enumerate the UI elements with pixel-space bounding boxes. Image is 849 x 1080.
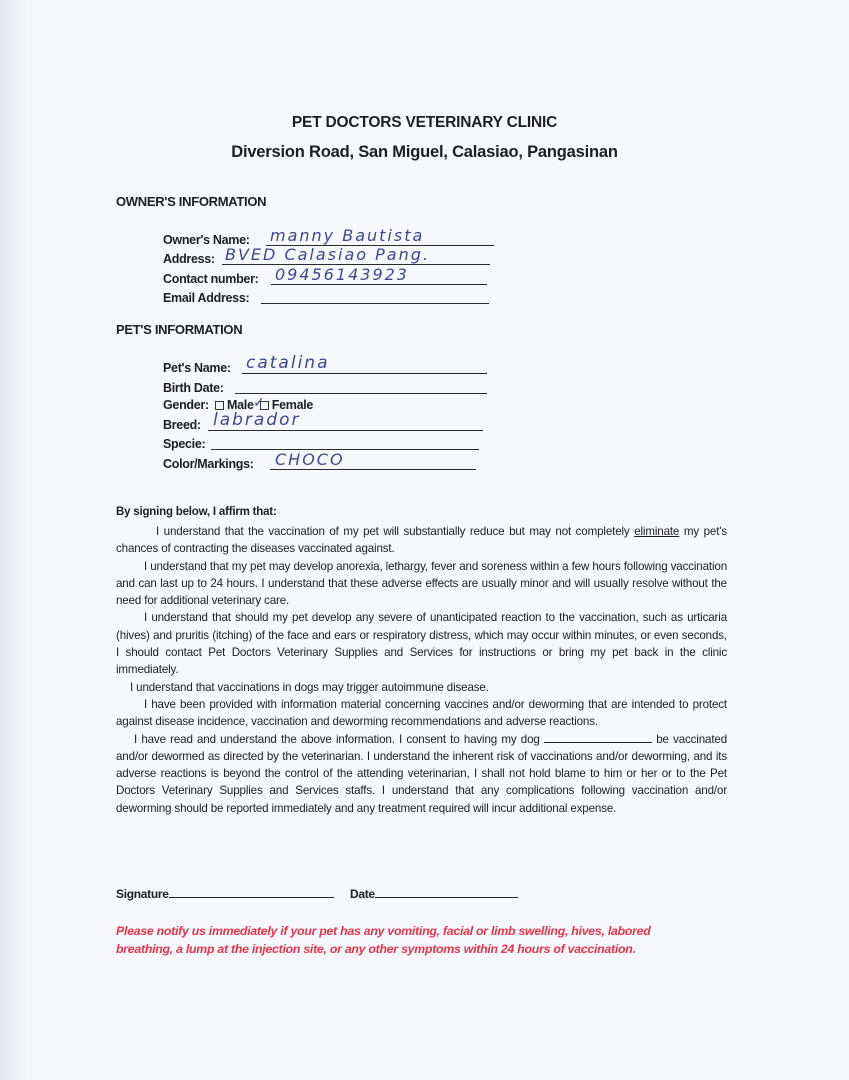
pet-specie-line [211, 449, 479, 450]
pet-name-label: Pet's Name: [163, 361, 231, 375]
consent-paragraph-3: I understand that should my pet develop any severe of unanticipated reaction to the vaccination, such as urticaria (hives) and pruritis (itching) of the face and ears or respiratory distress, which may occur within minutes, or even seconds, I should contact Pet Doctors Veterinary Supplies and Services for instructions or bring my pet back in the clinic immediately. [116, 611, 727, 677]
owner-address-label: Address: [163, 252, 215, 266]
pet-section-title: PET'S INFORMATION [116, 322, 243, 337]
pet-birth-label: Birth Date: [163, 381, 224, 395]
gender-female-check-mark-icon: ✓ [253, 395, 265, 411]
date-label: Date [350, 887, 375, 901]
owner-email-label: Email Address: [163, 291, 250, 305]
clinic-address: Diversion Road, San Miguel, Calasiao, Pangasinan [231, 143, 618, 161]
pet-breed-line [208, 430, 483, 431]
date-line [375, 887, 518, 898]
pet-color-field[interactable] [163, 450, 493, 471]
owner-contact-line [271, 284, 487, 285]
consent-p1-text: I understand that the vaccination of my pet will substantially reduce but may not completely [156, 525, 635, 538]
consent-paragraph-6 [116, 731, 727, 817]
consent-paragraph-2: I understand that my pet may develop anorexia, lethargy, fever and soreness within a few hours following vaccination and can last up to 24 hours. I understand that these adverse effects are usually minor and will usually resolve without the need for additional veterinary care. [116, 559, 727, 608]
signature-field[interactable] [116, 887, 334, 901]
consent-paragraphs [116, 523, 727, 817]
pet-specie-field[interactable] [163, 433, 493, 451]
pet-color-value: CHOCO [275, 450, 345, 469]
consent-p6-text-end: be vaccinated and/or dewormed as directed by the veterinarian. I understand the inherent risk of vaccinations and/or deworming, and its adverse reactions is beyond the control of the attending veterinarian, I shall not hold blame to him or her or to the Pet Doctors Veterinary Supplies and Services staffs. I understand that any complications following vaccination and/or deworming should be reported immediately and any treatment required will incur additional expense. [116, 732, 727, 815]
consent-paragraph-1 [116, 523, 727, 558]
signature-label: Signature [116, 887, 169, 901]
pet-name-line [242, 373, 487, 374]
consent-heading: By signing below, I affirm that: [116, 506, 277, 518]
clinic-name: PET DOCTORS VETERINARY CLINIC [291, 114, 558, 131]
owner-name-label: Owner's Name: [163, 233, 250, 247]
pet-name-field[interactable] [163, 353, 493, 375]
gender-male-label: Male [227, 398, 254, 412]
pet-color-label: Color/Markings: [163, 457, 254, 471]
pet-birth-field[interactable] [163, 377, 493, 395]
pet-name-value: catalina [246, 353, 330, 373]
owner-address-value: BVED Calasiao Pang. [225, 245, 430, 264]
date-field[interactable] [350, 887, 518, 901]
gender-female-label: Female [271, 398, 314, 412]
owner-contact-label: Contact number: [163, 272, 259, 286]
owner-address-field[interactable] [163, 245, 498, 266]
pet-breed-label: Breed: [163, 418, 201, 432]
owner-contact-value: 09456143923 [275, 265, 409, 284]
consent-paragraph-5: I have been provided with information material concerning vaccines and/or deworming that are intended to protect against disease incidence, vaccination and deworming recommendations and adverse reactions. [116, 697, 727, 729]
pet-breed-value: labrador [213, 410, 301, 430]
consent-p1-underlined: eliminate [634, 525, 680, 538]
dog-name-blank[interactable] [544, 732, 652, 743]
pet-gender-label: Gender: [163, 398, 209, 412]
scan-edge-shadow [0, 0, 28, 1080]
pet-breed-field[interactable] [163, 410, 493, 432]
owner-name-value: manny Bautista [270, 226, 425, 245]
post-vaccination-warning: Please notify us immediately if your pet has any vomiting, facial or limb swelling, hives, labored breathing, a lump at the injection site, or any other symptoms within 24 hours of vaccination. [116, 924, 651, 956]
owner-email-line [261, 303, 489, 304]
pet-color-line [270, 469, 476, 470]
owner-email-field[interactable] [163, 287, 498, 305]
pet-specie-label: Specie: [163, 437, 206, 451]
consent-p1-text-end: my pet's chances of contracting the diseases vaccinated against. [116, 525, 727, 556]
consent-paragraph-4: I understand that vaccinations in dogs may trigger autoimmune disease. [130, 680, 489, 694]
gender-male-checkbox[interactable] [215, 401, 224, 410]
owner-section-title: OWNER'S INFORMATION [116, 194, 267, 209]
pet-birth-line [235, 393, 487, 394]
signature-line [169, 887, 334, 898]
owner-contact-field[interactable] [163, 265, 498, 286]
consent-p6-text: I have read and understand the above information. I consent to having my dog [134, 732, 544, 746]
